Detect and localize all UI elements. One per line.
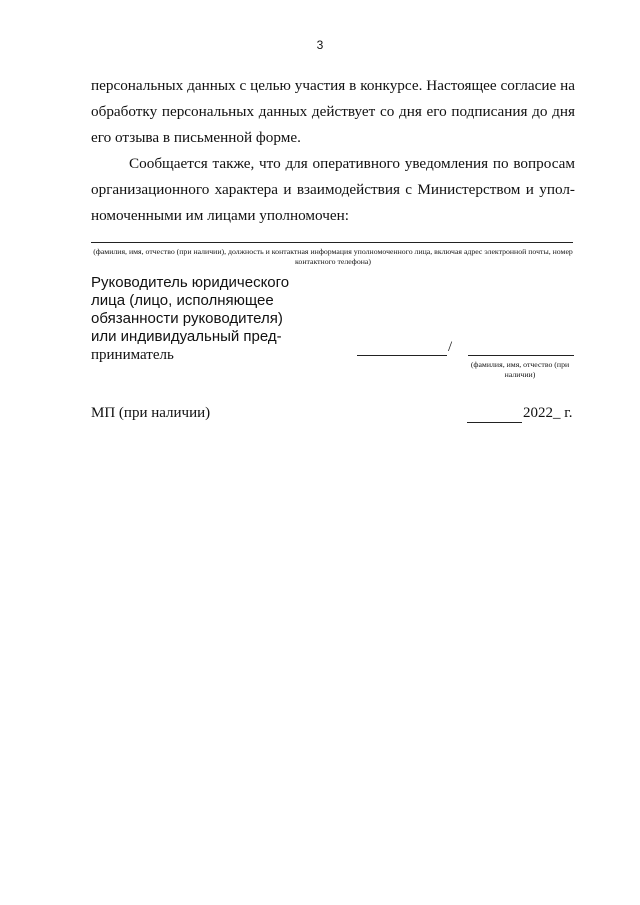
head-title-line: Руководитель юридического <box>91 274 290 291</box>
signature-line <box>357 355 447 356</box>
head-title <box>91 274 291 364</box>
paragraph-consent: персональных данных с целью участия в конкурсе. Настоящее согласие на обработку персональных данных действует со дня его подписания до дня его отзыва в письменной форме. <box>91 77 575 146</box>
signature-separator: / <box>448 339 453 355</box>
head-title-line: лица (лицо, исполняющее <box>91 292 274 309</box>
head-title-line: обязанности руководителя) <box>91 310 283 327</box>
paragraph-authorized-person: Сообщается также, что для оперативного уведомления по вопросам организационного характера и взаимодействия с Министерством и упол-номоченными им лицами уполномочен: <box>91 155 575 224</box>
date-label: 2022_ г. <box>523 405 573 421</box>
date-blank-line <box>467 422 522 423</box>
full-name-caption: (фамилия, имя, отчество (при наличии) <box>470 360 570 379</box>
full-name-line <box>468 355 574 356</box>
authorized-person-caption: (фамилия, имя, отчество (при наличии), должность и контактная информация уполномоченного лица, включая адрес электронной почты, номер контактного телефона) <box>93 247 573 266</box>
page-number: 3 <box>316 38 324 52</box>
stamp-label: МП (при наличии) <box>91 405 211 421</box>
head-title-line: или индивидуальный пред- <box>91 328 282 345</box>
head-title-line: приниматель <box>91 347 174 363</box>
authorized-person-fill-line <box>91 242 573 243</box>
